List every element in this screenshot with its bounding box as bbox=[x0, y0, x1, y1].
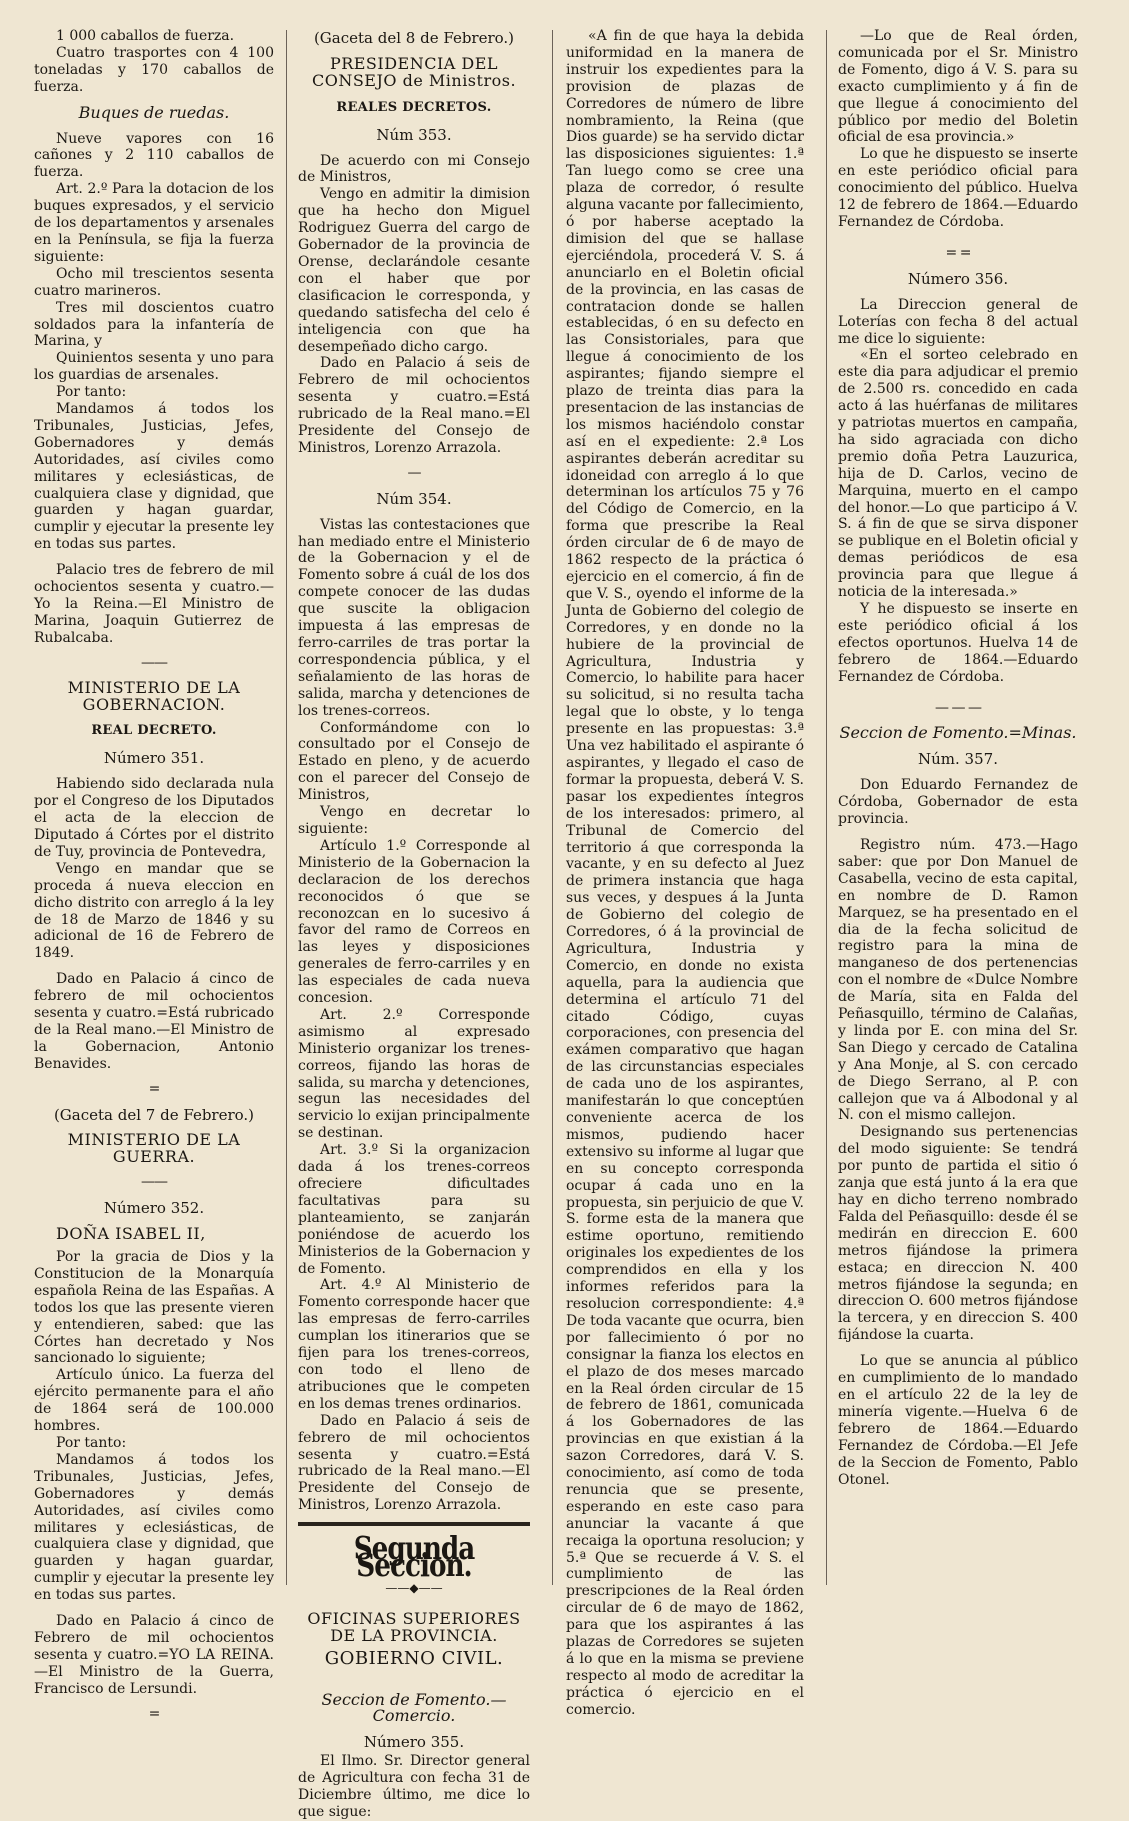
queen-heading: DOÑA ISABEL II, bbox=[56, 1224, 206, 1244]
paragraph: Conformándome con lo consultado por el Consejo de Estado en pleno, y de acuerdo con el parecer del Consejo de Ministros, bbox=[298, 719, 530, 804]
signature-paragraph: Dado en Palacio á cinco de Febrero de mil ochocientos sesenta y cuatro.=YO LA REINA.—El Ministro de la Guerra, Francisco de Lersundi. bbox=[34, 1613, 274, 1697]
paragraph: Lo que he dispuesto se inserte en este periódico oficial para conocimiento del público. Huelva 12 de febrero de 1864.—Eduardo Fernandez de Córdoba. bbox=[838, 146, 1078, 230]
column-rule bbox=[552, 30, 553, 1585]
section-rule bbox=[298, 1522, 530, 1526]
decree-heading: REAL DECRETO. bbox=[91, 723, 217, 739]
decree-number: Número 356. bbox=[907, 269, 1009, 288]
paragraph: Vengo en admitir la dimision que ha hecho don Miguel Rodriguez Guerra del cargo de Gobernador de la provincia de Orense, declarándole cesante con el haber que por clasificacion le corresponda, y quedando satisfecha del celo é inteligencia con que ha desempeñado dicho cargo. bbox=[298, 186, 530, 355]
paragraph: Art. 4.º Al Ministerio de Fomento corresponde hacer que las empresas de ferro-carriles cumplan los itinerarios que se fijen para los trenes-correos, con todo el lleno de atribuciones que le competen en los demas trenes ordinarios. bbox=[298, 1277, 530, 1412]
paragraph: «En el sorteo celebrado en este dia para adjudicar el premio de 2.500 rs. concedido en cada acto á las huérfanas de militares y patriotas muertos en campaña, ha sido agraciada con dicho premio doña Petra Lauzurica, hija de D. Carlos, vecino de Marquina, muerto en el campo del honor.—Lo que participo á V. S. á fin de que se sirva disponer se publique en el Boletin oficial y demas periódicos de esa provincia para que llegue á noticia de la interesada.» bbox=[838, 347, 1078, 601]
paragraph: Mandamos á todos los Tribunales, Justicias, Jefes, Gobernadores y demás Autoridades, así civiles como militares y eclesiásticas, de cualquiera clase y dignidad, que guarden y hagan guardar, cumplir y ejecutar la presente ley en todas sus partes. bbox=[34, 401, 274, 553]
paragraph: Vistas las contestaciones que han mediado entre el Ministerio de la Gobernacion y el de Fomento sobre á cuál de los dos compete conocer de las dudas que suscite la obligacion impuesta á las empresas de ferro-carriles de tras portar la correspondencia pública, y el señalamiento de las horas de salida, marcha y detenciones de los trenes-correos. bbox=[298, 516, 530, 719]
column-rule bbox=[826, 30, 827, 1585]
separator: — bbox=[407, 464, 421, 481]
paragraph: Mandamos á todos los Tribunales, Justicias, Jefes, Gobernadores y demás Autoridades, así civiles como militares y eclesiásticas, de cualquiera clase y dignidad, que guarden y hagan guardar, cumplir y ejecutar la presente ley en todas sus partes. bbox=[34, 1451, 274, 1604]
decree-number: Núm 353. bbox=[376, 125, 452, 144]
paragraph: Por tanto: bbox=[56, 384, 127, 401]
paragraph: Por tanto: bbox=[56, 1434, 127, 1451]
ministry-heading: MINISTERIO DE LA GOBERNACION. bbox=[67, 677, 241, 714]
ministry-heading: MINISTERIO DE LA GUERRA. bbox=[67, 1130, 241, 1167]
signature-paragraph: Dado en Palacio á cinco de febrero de mil ochocientos sesenta y cuatro.=Está rubricado de la Real mano.—El Ministro de la Gobernacion, Antonio Benavides. bbox=[34, 971, 274, 1072]
decree-number: Número 352. bbox=[103, 1199, 205, 1218]
paragraph: La Direccion general de Loterías con fecha 8 del actual me dice lo siguiente: bbox=[838, 296, 1078, 347]
decree-heading: REALES DECRETOS. bbox=[336, 99, 492, 115]
paragraph: Tres mil doscientos cuatro soldados para la infantería de Marina, y bbox=[34, 299, 274, 350]
signature-paragraph: Palacio tres de febrero de mil ochocientos sesenta y cuatro.—Yo la Reina.—El Ministro de Marina, Joaquin Gutierrez de Rubalcaba. bbox=[34, 562, 274, 646]
paragraph: De acuerdo con mi Consejo de Ministros, bbox=[298, 152, 530, 186]
decree-number: Núm. 357. bbox=[918, 750, 998, 769]
presidency-heading: PRESIDENCIA DEL CONSEJO de Ministros. bbox=[311, 53, 517, 90]
separator: = bbox=[148, 1705, 160, 1722]
paragraph: «A fin de que haya la debida uniformidad en la manera de instruir los expedientes para la provision de plazas de Corredores de número de libre nombramiento, la Reina (que Dios guarde) se ha servido dictar las disposiciones siguientes: 1.ª Tan luego como se cree una plaza de corredor, ó resulte alguna vacante por fallecimiento, ó por haberse aceptado la dimision del que se hallase ejerciéndola, procederá V. S. á anunciarlo en el Boletin oficial de la provincia, en las casas de contratacion donde se hallen establecidas, ó en su defecto en las Consistoriales, para que llegue á conocimiento de los aspirantes; fijando siempre el plazo de treinta dias para la presentacion de las instancias de los mismos haciéndolo constar así en el expediente: 2.ª Los aspirantes deberán acreditar su idoneidad con arreglo á lo que determinan los artículos 75 y 76 del Código de Comercio, en la forma que prescribe la Real órden circular de 6 de mayo de 1862 respecto de la práctica ó ejercicio en el comercio, á fin de que V. S., oyendo el informe de la Junta de Gobierno del colegio de Corredores, y en donde no la hubiere de la provincial de Agricultura, Industria y Comercio, lo habilite para hacer su solicitud, si no resulta tacha legal que lo obste, y lo tenga presente en las propuestas: 3.ª Una vez habilitado el aspirante ó aspirantes, y llegado el caso de formar la propuesta, deberá V. S. pasar los expedientes íntegros de los interesados: primero, al Tribunal de Comercio del territorio á que corresponda la vacante, y en su defecto al Juez de primera instancia que haga sus veces, y despues á la Junta de Gobierno del colegio de Corredores, ó á la provincial de Agricultura, Industria y Comercio, en donde no exista aquella, para la audiencia que determina el artículo 71 del citado Código, cuyas corporaciones, con presencia del exámen comparativo que hagan de las circunstancias especiales de cada uno de los aspirantes, manifestarán lo que conceptúen conveniente acerca de los mismos, pudiendo hacer extensivo su informe al lugar que en su concepto corresponda ocupar á cada uno en la propuesta, sin perjuicio de que V. S. forme esta de la manera que estime oportuno, remitiendo originales los expedientes de los comprendidos en ella y los informes referidos para la resolucion correspondiente: 4.ª De toda vacante que ocurra, bien por fallecimiento ó por no consignar la fianza los electos en el plazo de dos meses marcado en la Real órden circular de 15 de febrero de 1861, comunicada á los Gobernadores de las provincias en que existian á la sazon Corredores, dará V. S. conocimiento, así como de toda renuncia que se presente, esperando en este caso para anunciar la vacante á que recaiga la oportuna resolucion; y 5.ª Que se recuerde á V. S. el cumplimiento de las prescripciones de la Real órden circular de 6 de mayo de 1862, para que los aspirantes á las plazas de Corredores se sujeten á lo que en la misma se previene respecto al modo de acreditar la práctica ó ejercicio en el comercio. bbox=[566, 28, 804, 1718]
paragraph: Habiendo sido declarada nula por el Congreso de los Diputados el acta de la eleccion de Diputado á Córtes por el distrito de Tuy, provincia de Pontevedra, bbox=[34, 776, 274, 860]
office-heading: GOBIERNO CIVIL. bbox=[324, 1647, 504, 1669]
section-heading: Seccion de Fomento.—Comercio. bbox=[321, 1689, 507, 1726]
column-3 bbox=[566, 28, 804, 1719]
signature-paragraph: Dado en Palacio á seis de febrero de mil ochocientos sesenta y cuatro.=Está rubricado de la Real mano.—El Presidente del Consejo de Ministros, Lorenzo Arrazola. bbox=[298, 1412, 530, 1514]
paragraph: Vengo en mandar que se proceda á nueva eleccion en dicho distrito con arreglo á la ley de 18 de Marzo de 1846 y su adicional de 16 de Febrero de 1849. bbox=[34, 860, 274, 962]
paragraph: —Lo que de Real órden, comunicada por el Sr. Ministro de Fomento, digo á V. S. para su exacto cumplimiento y á fin de que llegue á conocimiento del público por medio del Boletin oficial de esa provincia.» bbox=[838, 28, 1078, 146]
decree-number: Número 351. bbox=[103, 749, 205, 768]
paragraph: Don Eduardo Fernandez de Córdoba, Gobernador de esta provincia. bbox=[838, 777, 1078, 828]
paragraph: Cuatro trasportes con 4 100 toneladas y 170 caballos de fuerza. bbox=[34, 44, 274, 95]
decree-number: Núm 354. bbox=[376, 489, 452, 508]
paragraph: Nueve vapores con 16 cañones y 2 110 caballos de fuerza. bbox=[34, 130, 274, 181]
decree-number: Número 355. bbox=[363, 1733, 465, 1752]
column-rule bbox=[286, 30, 287, 1585]
gazette-reference: (Gaceta del 7 de Febrero.) bbox=[53, 1105, 255, 1124]
paragraph: Vengo en decretar lo siguiente: bbox=[298, 804, 530, 837]
separator: —— bbox=[141, 1174, 167, 1191]
separator: —— bbox=[141, 654, 167, 671]
paragraph: Designando sus pertenencias del modo siguiente: Se tendrá por punto de partida el sitio ó zanja que está junto á la era que hay en dicho terreno nombrado Falda del Peñasquillo: desde él se medirán en direccion E. 600 metros fijándose la primera estaca; en direccion N. 400 metros fijándose la segunda; en direccion O. 600 metros fijándose la tercera, y en direccion S. 400 fijándose la cuarta. bbox=[838, 1124, 1078, 1344]
paragraph: Ocho mil trescientos sesenta cuatro marineros. bbox=[34, 265, 274, 299]
paragraph: Por la gracia de Dios y la Constitucion de la Monarquía española Reina de las Españas. A todos los que las presente vieren y entendieren, sabed: que las Córtes han decretado y Nos sancionado lo siguiente; bbox=[34, 1249, 274, 1367]
paragraph: Artículo único. La fuerza del ejército permanente para el año de 1864 será de 100.000 hombres. bbox=[34, 1367, 274, 1435]
column-4 bbox=[838, 28, 1078, 1488]
signature-paragraph: Lo que se anuncia al público en cumplimiento de lo mandado en el artículo 22 de la ley de minería vigente.—Huelva 6 de febrero de 1864.—Eduardo Fernandez de Córdoba.—El Jefe de la Seccion de Fomento, Pablo Otonel. bbox=[838, 1353, 1078, 1488]
column-2 bbox=[298, 28, 530, 1821]
paragraph: Quinientos sesenta y uno para los guardias de arsenales. bbox=[34, 350, 274, 384]
paragraph: Y he dispuesto se inserte en este periódico oficial á los efectos oportunos. Huelva 14 de febrero de 1864.—Eduardo Fernandez de Córdoba. bbox=[838, 601, 1078, 685]
section-heading: Seccion de Fomento.=Minas. bbox=[839, 723, 1077, 743]
gazette-reference: (Gaceta del 8 de Febrero.) bbox=[313, 29, 515, 47]
section-title: Segunda Seccion. bbox=[353, 1529, 475, 1585]
paragraph: Art. 3.º Si la organizacion dada á los trenes-correos ofreciere dificultades facultativas para su planteamiento, se zanjarán poniéndose de acuerdo los Ministerios de la Gobernacion y de Fomento. bbox=[298, 1142, 530, 1277]
signature-paragraph: Dado en Palacio á seis de Febrero de mil ochocientos sesenta y cuatro.=Está rubricado de la Real mano.=El Presidente del Consejo de Ministros, Lorenzo Arrazola. bbox=[298, 355, 530, 456]
paragraph: Registro núm. 473.—Hago saber: que por Don Manuel de Casabella, vecino de esta capital, en nombre de D. Ramon Marquez, se ha presentado en el dia de la fecha solicitud de registro para la mina de manganeso de dos pertenencias con el nombre de «Dulce Nombre de María, sita en Falda del Peñasquillo, término de Calañas, y linda por E. con mina del Sr. San Diego y cercado de Catalina y Ana Monje, al S. con cercado de Diego Serrano, al P. con callejon que va á Albodonal y al N. con el mismo callejon. bbox=[838, 836, 1078, 1124]
paragraph: El Ilmo. Sr. Director general de Agricultura con fecha 31 de Diciembre último, me dice lo que sigue: bbox=[298, 1753, 530, 1820]
separator: — — — bbox=[935, 699, 981, 716]
separator: = bbox=[148, 1080, 160, 1097]
separator: = = bbox=[945, 244, 971, 261]
paragraph: Art. 2.º Corresponde asimismo al expresado Ministerio organizar los trenes-correos, fijando las horas de salida, su marcha y detenciones, segun las necesidades del servicio lo exijan principalmente se destinan. bbox=[298, 1006, 530, 1142]
office-heading: OFICINAS SUPERIORES DE LA PROVINCIA. bbox=[307, 1608, 521, 1645]
paragraph: Artículo 1.º Corresponde al Ministerio de la Gobernacion la declaracion de los derechos reconocidos ó que se reconozcan en lo sucesivo á favor del ramo de Correos en las leyes y disposiciones generales de ferro-carriles y en las especiales de cada nueva concesion. bbox=[298, 837, 530, 1007]
section-heading: Buques de ruedas. bbox=[78, 102, 230, 122]
paragraph: Art. 2.º Para la dotacion de los buques expresados, y el servicio de los departamentos y arsenales en la Península, se fija la fuerza siguiente: bbox=[34, 181, 274, 265]
column-1 bbox=[34, 28, 274, 1730]
ornament: ——◆—— bbox=[385, 1580, 443, 1595]
paragraph: 1 000 caballos de fuerza. bbox=[56, 28, 235, 44]
